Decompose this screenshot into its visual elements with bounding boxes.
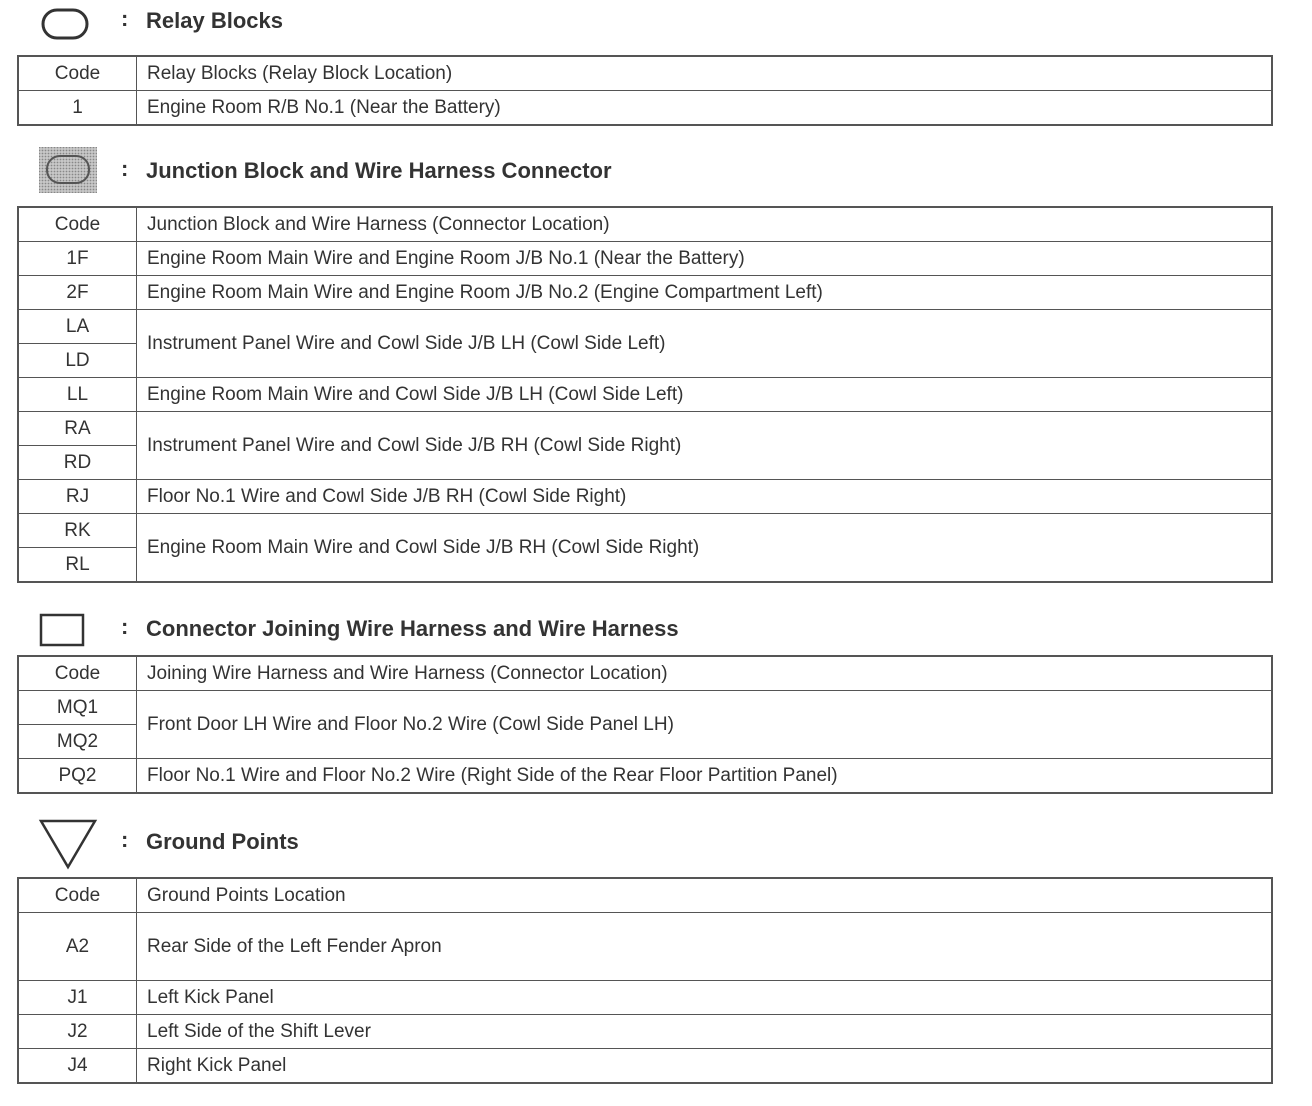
location-cell: Floor No.1 Wire and Floor No.2 Wire (Right Side of the Rear Floor Partition Panel) [137, 759, 1273, 794]
table-row [18, 480, 1272, 514]
table-header-row [18, 56, 1272, 91]
junction-block-shaded-oval-icon [38, 146, 100, 194]
section-connector-heading [0, 605, 800, 649]
code-cell: A2 [18, 913, 137, 981]
relay-blocks-table [17, 55, 1273, 126]
location-cell: Front Door LH Wire and Floor No.2 Wire (Cowl Side Panel LH) [137, 691, 1273, 759]
code-cell: 1F [18, 242, 137, 276]
heading-colon: : [121, 827, 129, 852]
section-title: Junction Block and Wire Harness Connector [146, 158, 612, 183]
location-cell: Left Kick Panel [137, 981, 1273, 1015]
code-cell: MQ2 [18, 725, 137, 759]
location-header: Junction Block and Wire Harness (Connector Location) [137, 207, 1273, 242]
location-cell: Engine Room Main Wire and Cowl Side J/B LH (Cowl Side Left) [137, 378, 1273, 412]
table-row [18, 412, 1272, 446]
location-cell: Engine Room Main Wire and Engine Room J/B No.1 (Near the Battery) [137, 242, 1273, 276]
location-cell: Floor No.1 Wire and Cowl Side J/B RH (Cowl Side Right) [137, 480, 1273, 514]
code-cell: J1 [18, 981, 137, 1015]
code-cell: RA [18, 412, 137, 446]
code-header: Code [18, 656, 137, 691]
section-title: Ground Points [146, 829, 299, 854]
location-cell: Engine Room Main Wire and Engine Room J/B No.2 (Engine Compartment Left) [137, 276, 1273, 310]
table-row [18, 1015, 1272, 1049]
table-header-row [18, 207, 1272, 242]
code-cell: MQ1 [18, 691, 137, 725]
code-header: Code [18, 878, 137, 913]
table-row [18, 91, 1272, 126]
ground-point-triangle-icon [38, 817, 98, 871]
section-relay-blocks-heading [0, 0, 700, 44]
table-row [18, 378, 1272, 412]
code-cell: J2 [18, 1015, 137, 1049]
connector-table [17, 655, 1273, 794]
table-row [18, 759, 1272, 794]
location-header: Relay Blocks (Relay Block Location) [137, 56, 1273, 91]
code-cell: RL [18, 548, 137, 583]
code-cell: RD [18, 446, 137, 480]
location-cell: Engine Room Main Wire and Cowl Side J/B RH (Cowl Side Right) [137, 514, 1273, 583]
location-header: Joining Wire Harness and Wire Harness (Connector Location) [137, 656, 1273, 691]
ground-points-table [17, 877, 1273, 1084]
table-row [18, 514, 1272, 548]
location-cell: Instrument Panel Wire and Cowl Side J/B LH (Cowl Side Left) [137, 310, 1273, 378]
heading-colon: : [121, 6, 129, 31]
code-cell: LD [18, 344, 137, 378]
code-cell: RK [18, 514, 137, 548]
table-row [18, 276, 1272, 310]
code-cell: LL [18, 378, 137, 412]
location-cell: Rear Side of the Left Fender Apron [137, 913, 1273, 981]
code-cell: 2F [18, 276, 137, 310]
code-header: Code [18, 56, 137, 91]
table-row [18, 981, 1272, 1015]
table-row [18, 691, 1272, 725]
connector-rectangle-icon [39, 613, 85, 647]
table-row [18, 1049, 1272, 1084]
section-ground-points-heading [0, 815, 700, 859]
location-cell: Left Side of the Shift Lever [137, 1015, 1273, 1049]
relay-block-oval-icon [40, 7, 90, 41]
table-header-row [18, 878, 1272, 913]
location-cell: Right Kick Panel [137, 1049, 1273, 1084]
heading-colon: : [121, 156, 129, 181]
heading-colon: : [121, 614, 129, 639]
code-header: Code [18, 207, 137, 242]
section-title: Relay Blocks [146, 8, 283, 33]
code-cell: 1 [18, 91, 137, 126]
table-header-row [18, 656, 1272, 691]
code-cell: RJ [18, 480, 137, 514]
location-cell: Engine Room R/B No.1 (Near the Battery) [137, 91, 1273, 126]
code-cell: PQ2 [18, 759, 137, 794]
location-header: Ground Points Location [137, 878, 1273, 913]
code-cell: J4 [18, 1049, 137, 1084]
table-row [18, 913, 1272, 981]
table-row [18, 242, 1272, 276]
table-row [18, 310, 1272, 344]
location-cell: Instrument Panel Wire and Cowl Side J/B RH (Cowl Side Right) [137, 412, 1273, 480]
junction-block-table [17, 206, 1273, 583]
section-title: Connector Joining Wire Harness and Wire Harness [146, 616, 679, 641]
section-junction-block-heading [0, 146, 800, 190]
code-cell: LA [18, 310, 137, 344]
